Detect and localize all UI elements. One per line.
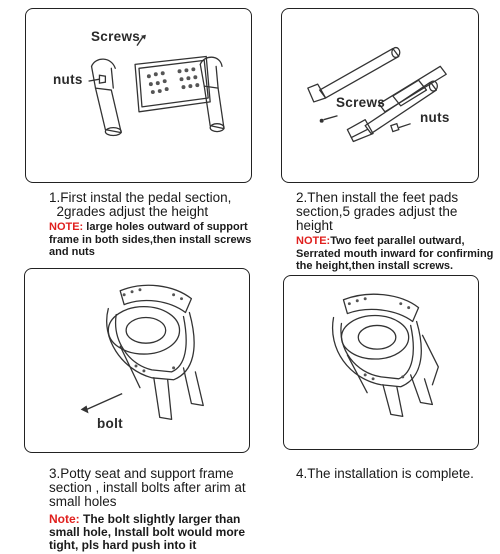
potty-seat-bolt-illustration: [25, 269, 249, 452]
note-text: The bolt slightly larger than small hole, Install bolt would more tight, pls hard push into it: [49, 512, 246, 552]
note-label: NOTE:: [49, 221, 84, 233]
note-label: NOTE:: [296, 235, 331, 247]
note-text: large holes outward of support frame in both sides,then install screws and nuts: [49, 221, 252, 258]
screws-label: Screws: [91, 29, 141, 44]
nut-icon: [89, 75, 106, 83]
step1-title: 1.First instal the pedal section,: [49, 190, 232, 205]
step4-title: 4.The installation is complete.: [296, 466, 474, 481]
step1-title-line2: 2grades adjust the height: [49, 204, 209, 219]
step2-caption: [296, 191, 496, 273]
step1-illustration-panel: [25, 8, 252, 183]
step3-title: 3.Potty seat and support frame section , install bolts after arim at small holes: [49, 466, 246, 509]
step1-caption: [49, 191, 269, 259]
screws-label: Screws: [336, 95, 386, 110]
assembled-potty-illustration: [284, 276, 478, 449]
step2-illustration-panel: [281, 8, 479, 183]
bolt-icon: [81, 394, 123, 414]
nuts-label: nuts: [53, 72, 83, 87]
step2-note: [296, 235, 496, 273]
nuts-label: nuts: [420, 110, 450, 125]
step3-caption: [49, 467, 264, 552]
step4-illustration-panel: [283, 275, 479, 450]
nut-icon: [391, 124, 411, 132]
step1-note: [49, 221, 269, 259]
step2-title: 2.Then install the feet pads section,5 grades adjust the height: [296, 190, 459, 233]
bolt-label: bolt: [97, 416, 123, 431]
screw-icon: [320, 116, 338, 123]
step3-note: [49, 513, 264, 552]
note-label: Note:: [49, 512, 80, 526]
step3-illustration-panel: [24, 268, 250, 453]
note-text: Two feet parallel outward, Serrated mouth inward for confirming the height,then install screws.: [296, 235, 494, 272]
step4-caption: [296, 467, 496, 481]
